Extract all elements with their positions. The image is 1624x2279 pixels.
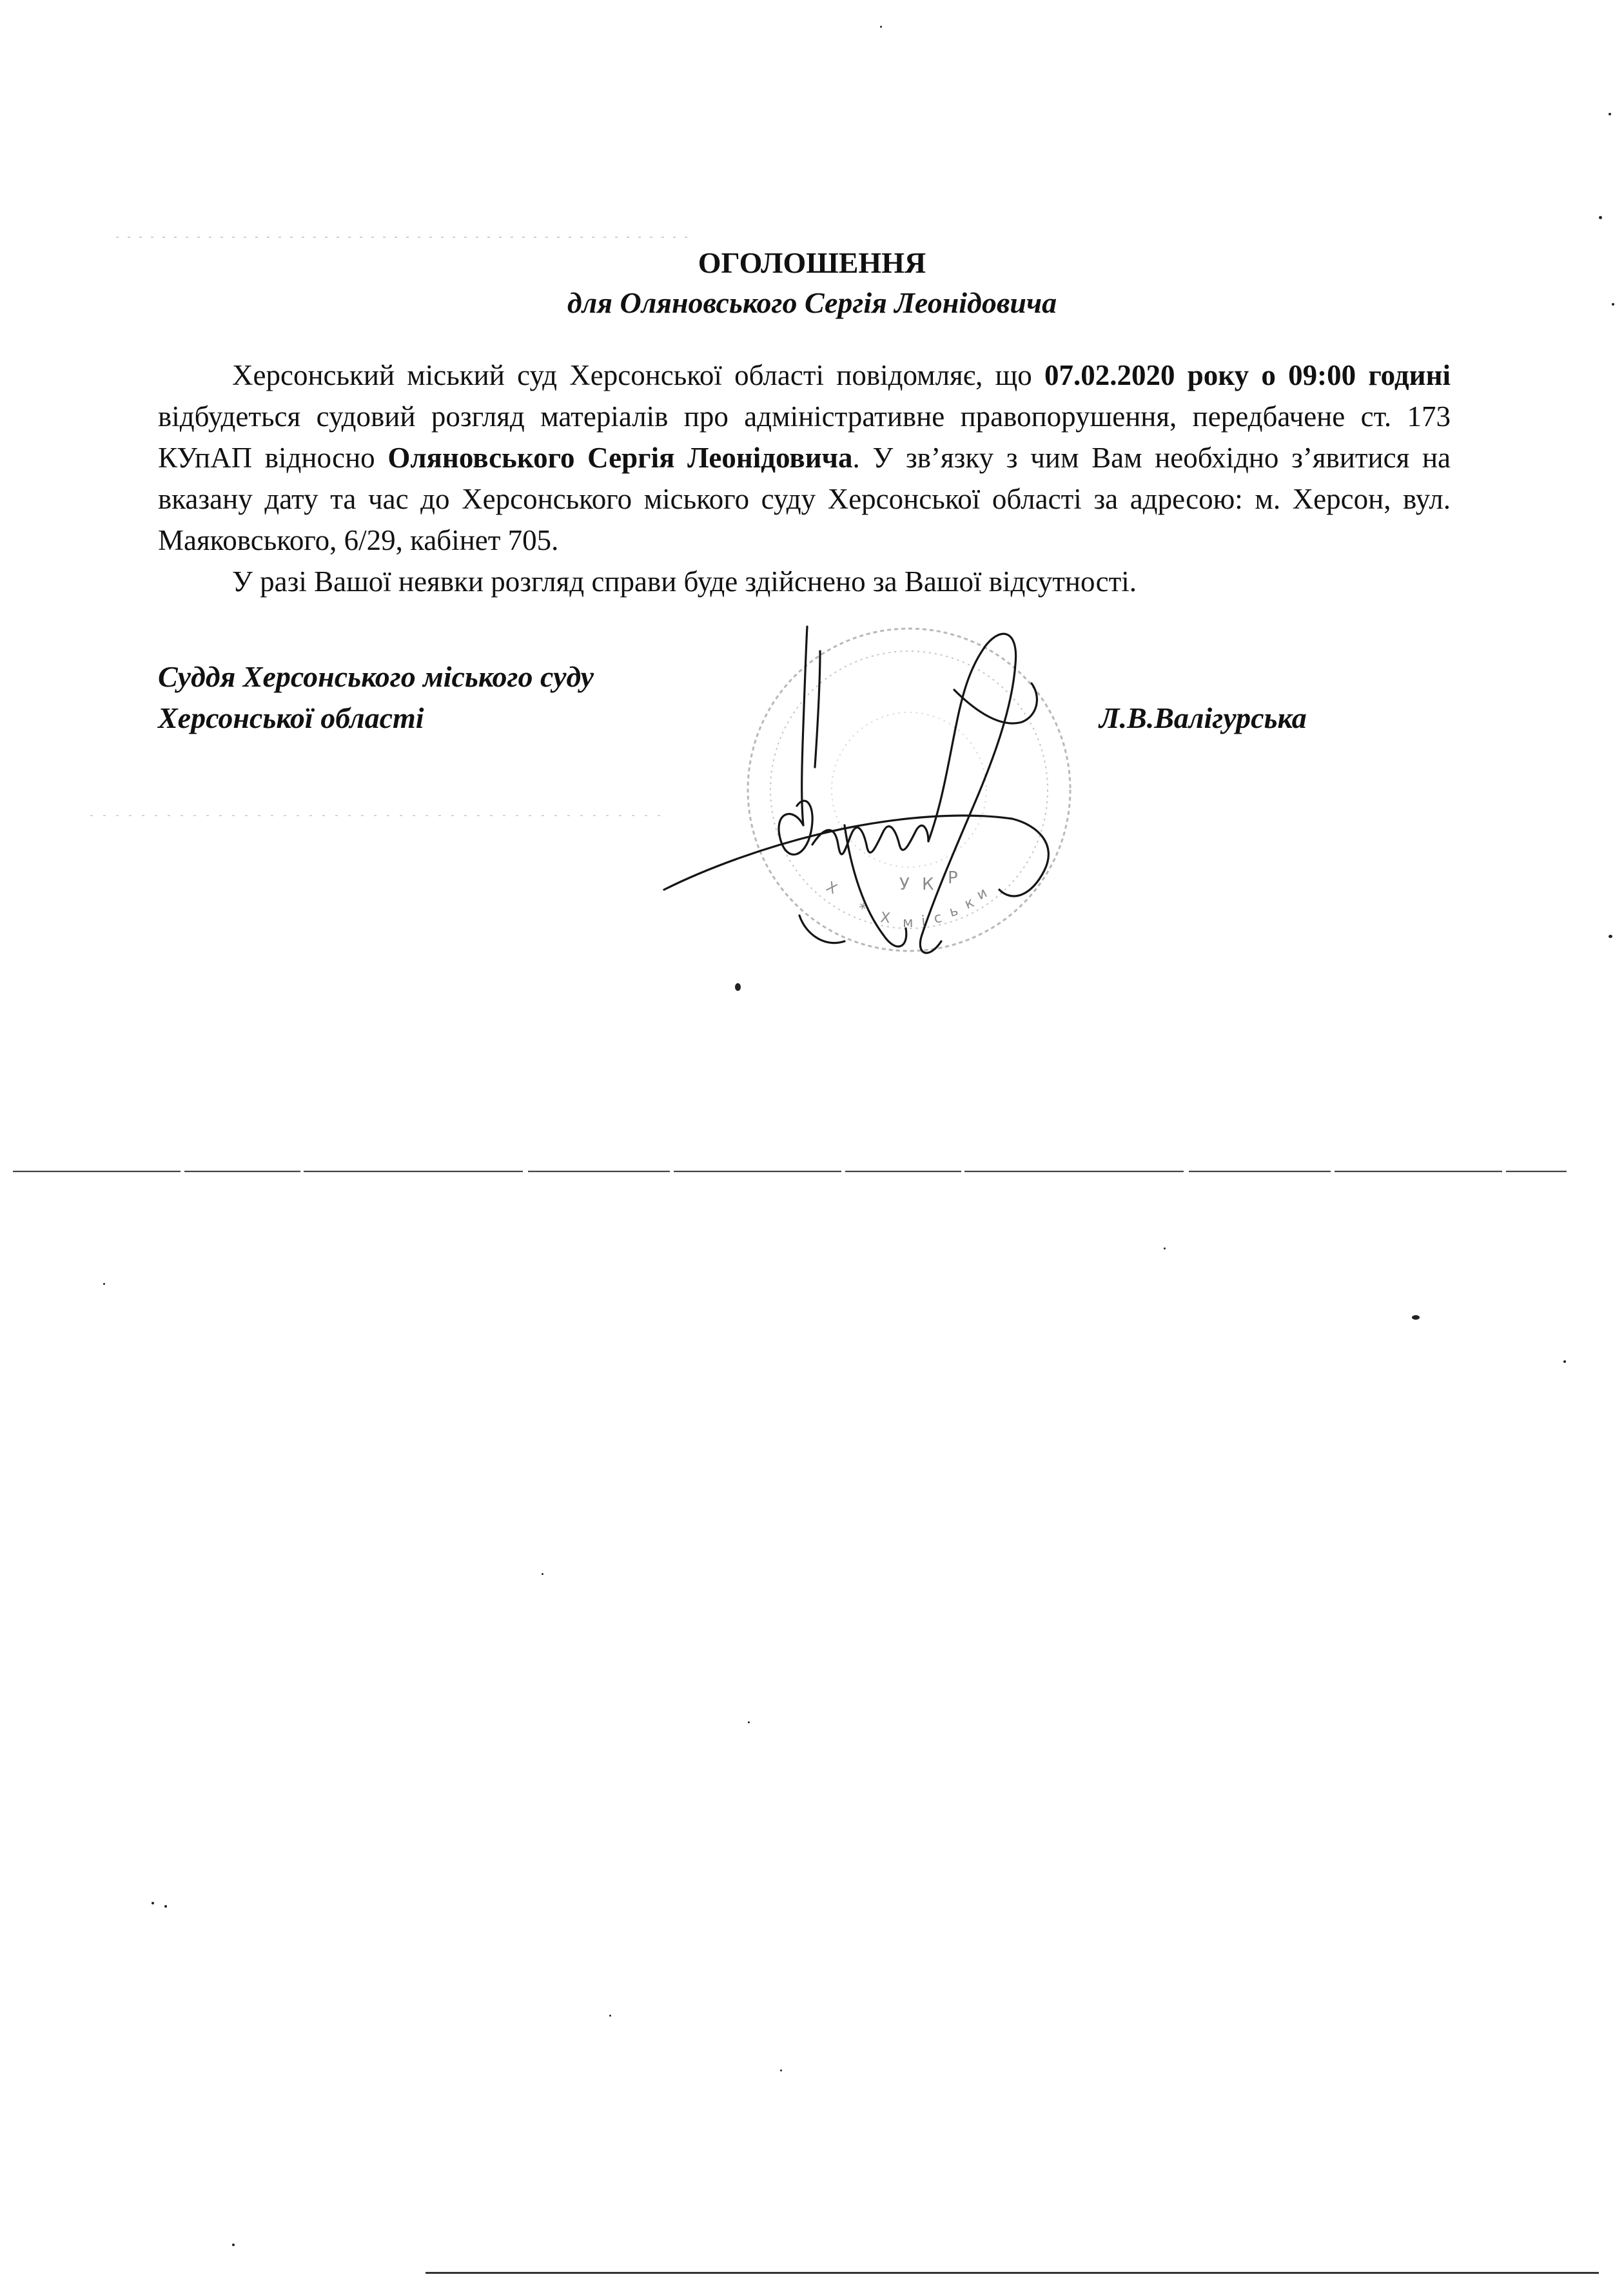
svg-text:У: У bbox=[899, 875, 910, 894]
page-bottom-edge-line bbox=[426, 2272, 1599, 2274]
notice-body bbox=[158, 355, 1451, 602]
svg-text:Р: Р bbox=[948, 868, 958, 888]
svg-text:и: и bbox=[974, 885, 990, 904]
scan-speck bbox=[609, 2015, 611, 2017]
scan-artifact-line-mid bbox=[90, 814, 670, 817]
scan-speck bbox=[735, 983, 741, 991]
scan-speck bbox=[152, 1902, 154, 1904]
scan-speck bbox=[1612, 303, 1614, 306]
judge-name: Л.В.Валігурська bbox=[1099, 701, 1307, 734]
notice-paragraph-2: У разі Вашої неявки розгляд справи буде здійснено за Вашої відсутності. bbox=[232, 565, 1137, 598]
paragraph-1-text-b: відбудеться судовий розгляд матеріалів про адміністративне правопорушення, передбачене ст. 173 КУпАП відносно bbox=[158, 400, 1451, 474]
scan-speck bbox=[1609, 113, 1611, 115]
scan-artifact-line-top bbox=[116, 235, 696, 239]
paragraph-1-text-a: Херсонський міський суд Херсонської області повідомляє, що bbox=[232, 359, 1044, 391]
svg-text:ь: ь bbox=[947, 903, 961, 921]
document-subtitle: для Оляновського Сергія Леонідовича bbox=[567, 286, 1057, 319]
scan-speck bbox=[780, 2069, 782, 2071]
scan-speck bbox=[164, 1905, 167, 1908]
notice-paragraph-1 bbox=[158, 355, 1451, 561]
scan-speck bbox=[880, 26, 882, 28]
scan-speck bbox=[1609, 935, 1612, 938]
svg-text:*: * bbox=[856, 900, 868, 918]
scan-speck bbox=[1164, 1247, 1166, 1249]
scan-speck bbox=[232, 2244, 235, 2246]
document-title: ОГОЛОШЕННЯ bbox=[698, 246, 926, 279]
svg-text:к: к bbox=[962, 894, 977, 913]
scan-speck bbox=[1599, 216, 1602, 219]
svg-text:і: і bbox=[921, 913, 926, 930]
page-divider-line bbox=[13, 1170, 1567, 1173]
scan-speck bbox=[1563, 1360, 1566, 1363]
scan-speck bbox=[103, 1283, 105, 1285]
judge-signature bbox=[651, 612, 1064, 967]
judge-position-line-1: Суддя Херсонського міського суду bbox=[158, 660, 594, 693]
scan-speck bbox=[542, 1573, 543, 1575]
svg-text:с: с bbox=[932, 910, 943, 927]
svg-text:К: К bbox=[922, 875, 934, 894]
judge-position-line-2: Херсонської області bbox=[158, 701, 424, 734]
scan-speck bbox=[748, 1721, 750, 1723]
judge-position bbox=[158, 656, 594, 739]
hearing-datetime: 07.02.2020 року о 09:00 годині bbox=[1044, 359, 1451, 391]
paragraph-1-text-c: . У зв’язку з чим Вам необхідно з’явитися на вказану дату та час до Херсонського міського суду Херсонської області за адресою: м. Херсон, вул. Маяковського, 6/29, кабінет 705. bbox=[158, 442, 1451, 556]
svg-text:Х: Х bbox=[823, 879, 840, 898]
svg-text:м: м bbox=[903, 915, 914, 931]
scan-speck bbox=[1412, 1315, 1420, 1320]
defendant-name: Оляновського Сергія Леонідовича bbox=[387, 442, 853, 474]
svg-text:Х: Х bbox=[879, 910, 891, 927]
